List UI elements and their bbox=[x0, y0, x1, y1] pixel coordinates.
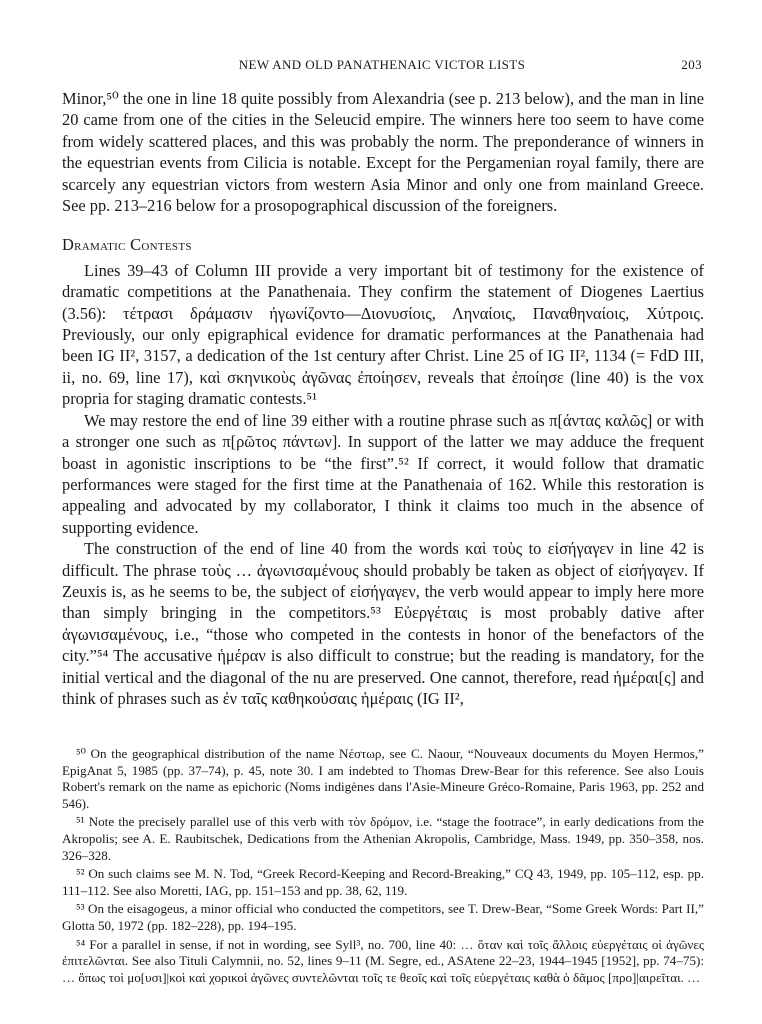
footnotes bbox=[62, 746, 704, 988]
paragraph-1: Minor,⁵⁰ the one in line 18 quite possibly from Alexandria (see p. 213 below), and the man in line 20 came from one of the cities in the Seleucid empire. The winners here too seem to have come from widely scattered places, and this was probably the norm. The preponderance of winners in the equestrian events from Cilicia is notable. Except for the Pergamenian royal family, there are scarcely any equestrian victors from western Asia Minor and only one from mainland Greece. See pp. 213–216 below for a prosopographical discussion of the foreigners. bbox=[62, 89, 704, 216]
footnote-50: ⁵⁰ On the geographical distribution of the name Νέστωρ, see C. Naour, “Nouveaux documents du Moyen Hermos,” EpigAnat 5, 1985 (pp. 37–74), p. 45, note 30. I am indebted to Thomas Drew-Bear for this reference. See also Louis Robert's remark on the name as epichoric (Noms indigènes dans l'Asie-Mineure Gréco-Romaine, Paris 1963, pp. 252 and 546). bbox=[62, 746, 704, 811]
footnote-53: ⁵³ On the eisagogeus, a minor official who conducted the competitors, see T. Drew-Bear, “Some Greek Words: Part II,” Glotta 50, 1972 (pp. 182–228), pp. 194–195. bbox=[62, 901, 704, 933]
paragraph-2: Lines 39–43 of Column III provide a very important bit of testimony for the existence of dramatic competitions at the Panathenaia. They confirm the statement of Diogenes Laertius (3.56): τέτρασι δράμασιν ἠγωνίζοντο—Διονυσίοις, Ληναίοις, Παναθηναίοις, Χύτροις. Previously, our only epigraphical evidence for dramatic performances at the Panathenaia had been IG II², 3157, a dedication of the 1st century after Christ. Line 25 of IG II², 1134 (= FdD III, ii, no. 69, line 17), καὶ σκηνικοὺς ἀγῶνας ἐποίησεν, reveals that ἐποίησε (line 40) is the vox propria for staging dramatic contests.⁵¹ bbox=[62, 260, 704, 409]
footnote-51: ⁵¹ Note the precisely parallel use of this verb with τὸν δρόμον, i.e. “stage the footrace”, in early dedications from the Akropolis; see A. E. Raubitschek, Dedications from the Athenian Akropolis, Cambridge, Mass. 1949, pp. 350–358, nos. 326–328. bbox=[62, 814, 704, 863]
running-head bbox=[62, 57, 702, 77]
footnote-52: ⁵² On such claims see M. N. Tod, “Greek Record-Keeping and Record-Breaking,” CQ 43, 1949, pp. 105–112, esp. pp. 111–112. See also Moretti, IAG, pp. 151–153 and pp. 38, 62, 119. bbox=[62, 866, 704, 898]
section-heading: Dramatic Contests bbox=[62, 235, 192, 255]
page-number: 203 bbox=[681, 57, 702, 72]
footnote-54: ⁵⁴ For a parallel in sense, if not in wording, see Syll³, no. 700, line 40: … ὅταν καὶ τοῖς ἄλλοις εὐεργέταις οἱ ἀγῶνες ἐπιτελῶνται. See also Tituli Calymnii, no. 52, lines 9–11 (M. Segre, ed., ASAtene 22–23, 1944–1945 [1952], pp. 74–75): … ὅπως τοὶ μο[υσι]|κοὶ καὶ χορικοὶ ἀγῶνες συντελῶνται τοῖς τε θεοῖς καὶ τοῖς εὐεργέταις καθὰ ὁ δᾶμος [προ]|αιρεῖται. … bbox=[62, 936, 704, 985]
running-title: NEW AND OLD PANATHENAIC VICTOR LISTS bbox=[238, 57, 526, 72]
paragraph-4: The construction of the end of line 40 from the words καὶ τοὺς to εἰσήγαγεν in line 42 is difficult. The phrase τοὺς … ἀγωνισαμένους should probably be taken as object of εἰσήγαγεν. If Zeuxis is, as he seems to be, the subject of εἰσήγαγεν, the verb would appear to imply here more than simply bringing in the competitors.⁵³ Εὐεργέταις is most probably dative after ἀγωνισαμένους, i.e., “those who competed in the contests in honor of the benefactors of the city.”⁵⁴ The accusative ἡμέραν is also difficult to construe; but the reading is mandatory, for the initial vertical and the diagonal of the nu are preserved. One cannot, therefore, read ἡμέραι[ς] and think of phrases such as ἐν ταῖς καθηκούσαις ἡμέραις (IG II², bbox=[62, 539, 704, 708]
paragraph-3: We may restore the end of line 39 either with a routine phrase such as π[άντας καλῶς] or with a stronger one such as π[ρῶτος πάντων]. In support of the latter we may adduce the frequent boast in agonistic inscriptions to be “the first”.⁵² If correct, it would follow that dramatic performances were staged for the first time at the Panathenaia of 162. While this restoration is appealing and advocated by my collaborator, I think it claims too much in the absence of supporting evidence. bbox=[62, 410, 704, 537]
body-text bbox=[62, 88, 704, 709]
